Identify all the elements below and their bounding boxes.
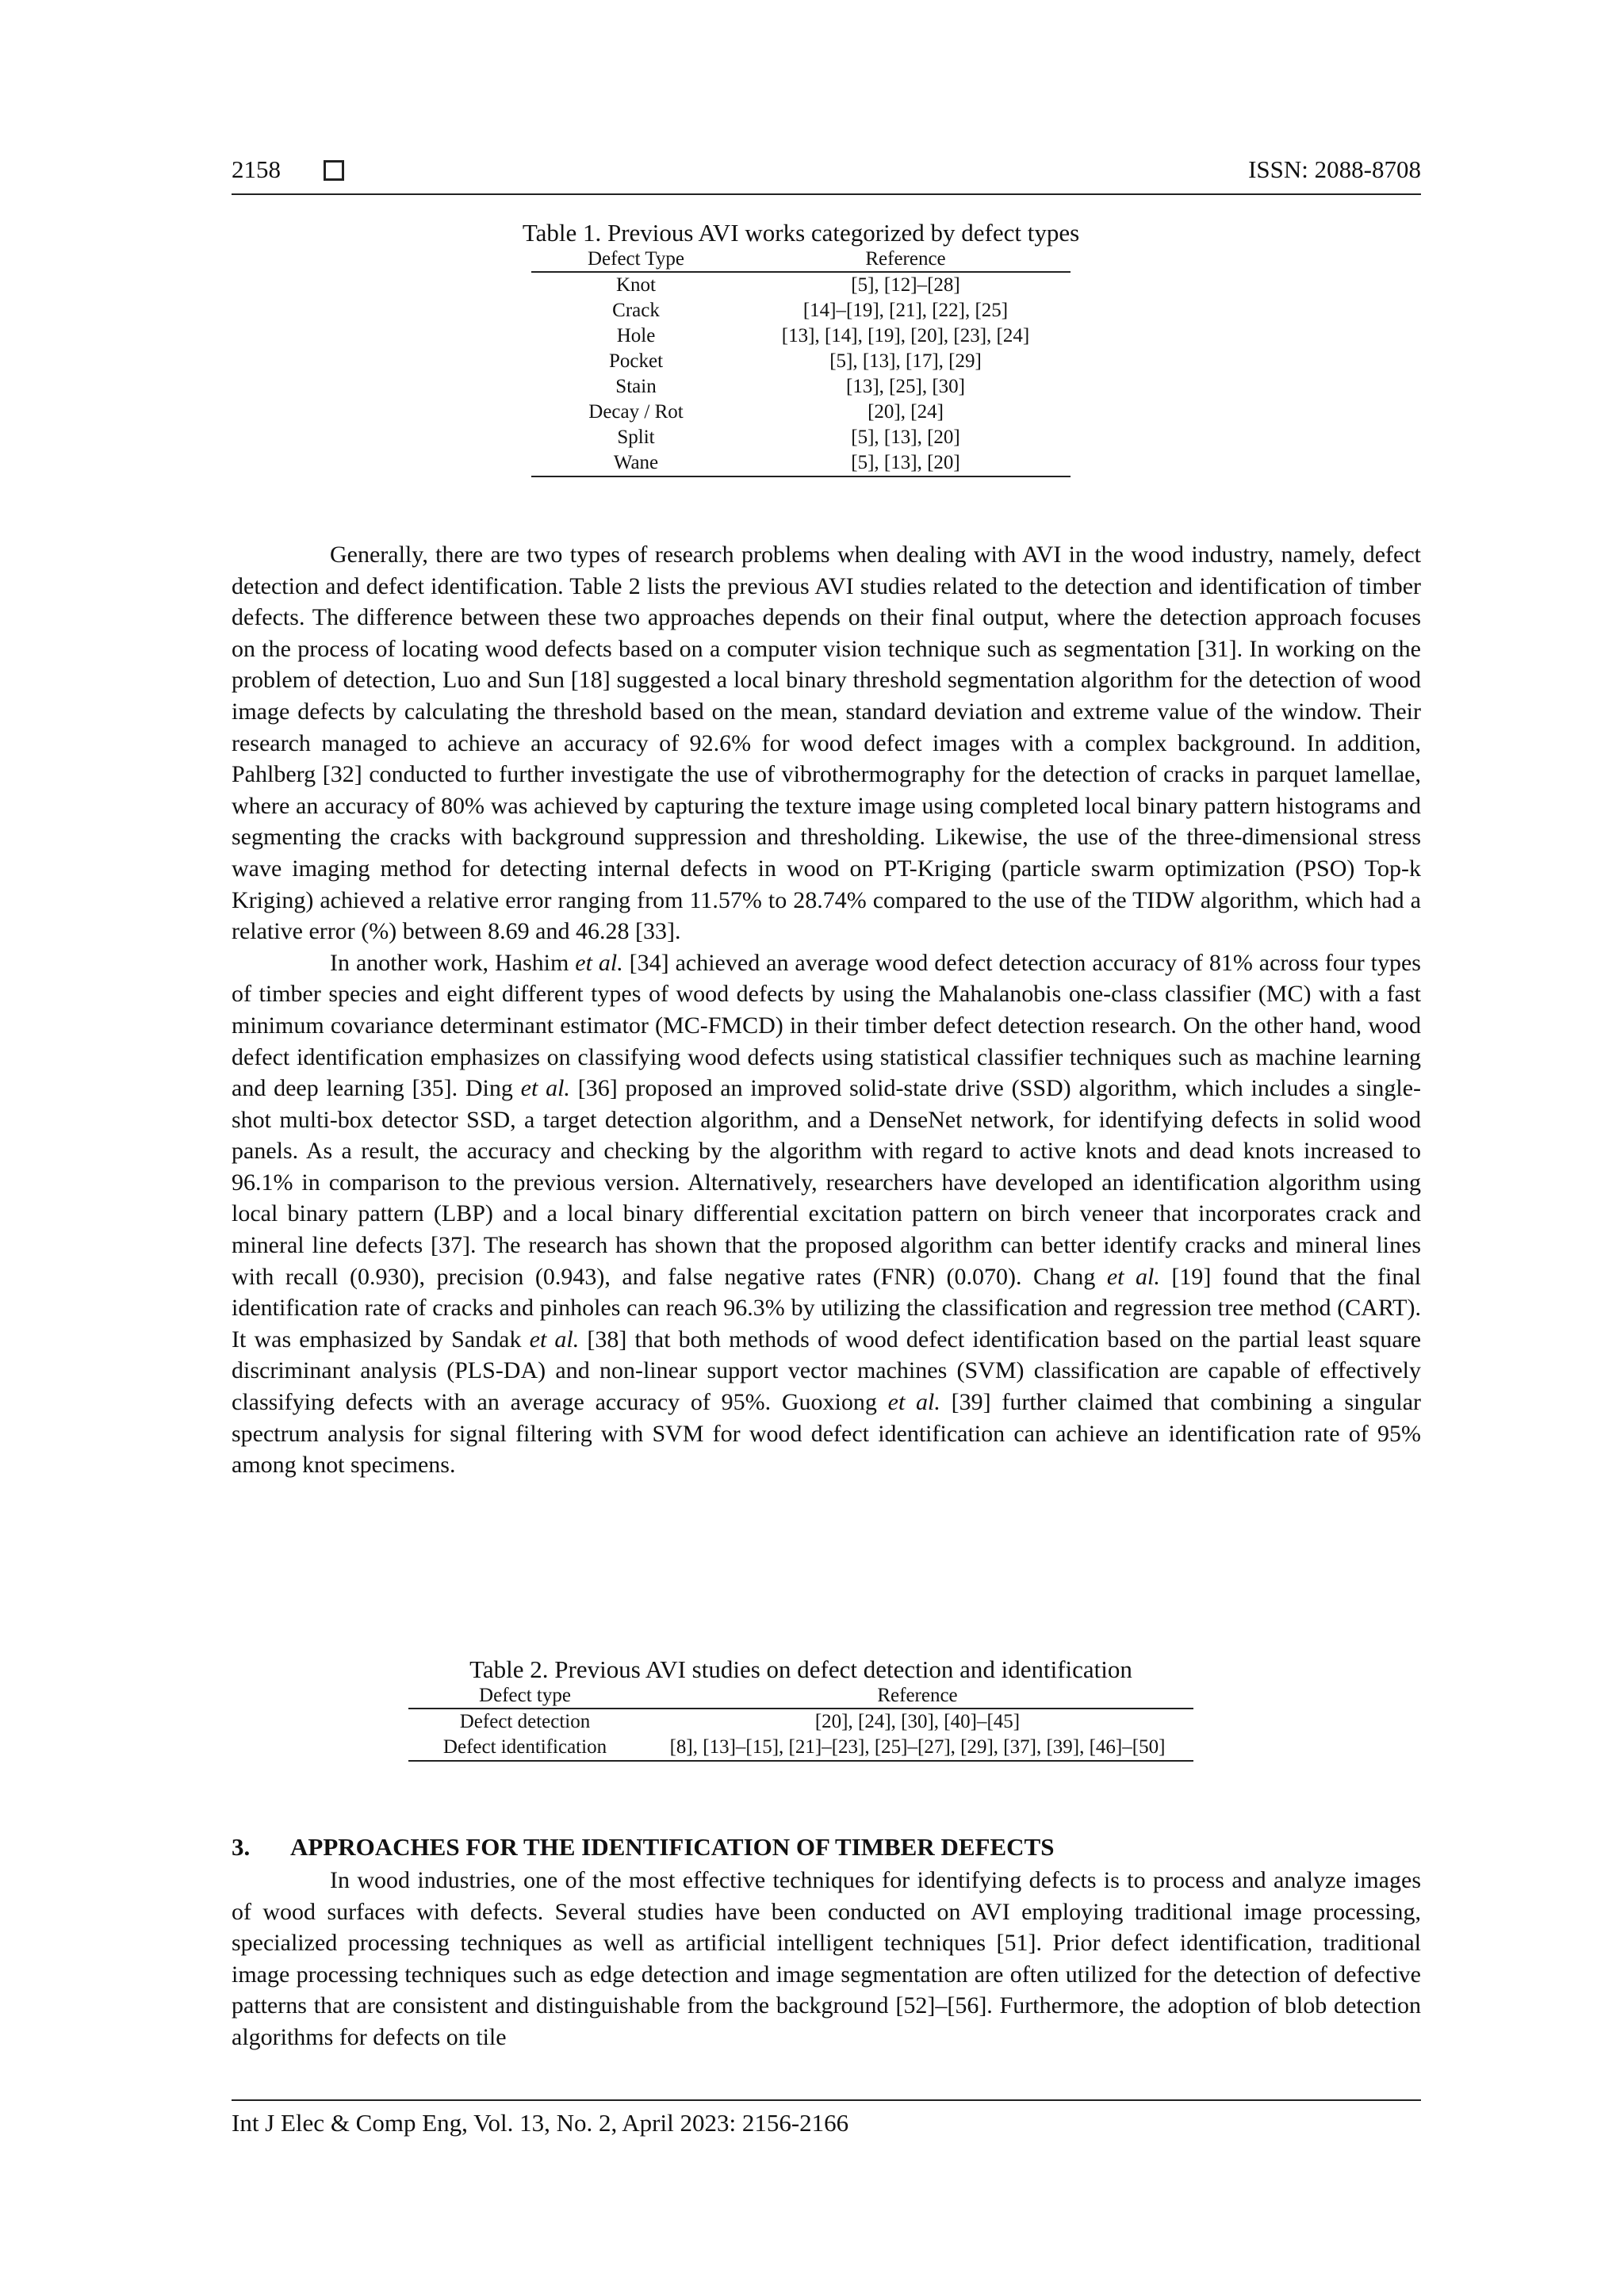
table-cell-reference: [8], [13]–[15], [21]–[23], [25]–[27], [29], [37], [39], [46]–[50] xyxy=(642,1735,1193,1761)
table-cell-type: Stain xyxy=(615,376,657,397)
table-cell-reference: [13], [25], [30] xyxy=(846,376,965,397)
section-number: 3. xyxy=(232,1833,251,1861)
table-cell-type: Pocket xyxy=(608,350,664,372)
table-row xyxy=(531,374,1071,400)
table-cell-type: Defect identification xyxy=(408,1735,642,1761)
table-cell-reference: [5], [13], [17], [29] xyxy=(829,350,982,372)
table-1-header-reference: Reference xyxy=(741,247,1071,272)
table-cell-type: Defect detection xyxy=(459,1711,591,1732)
square-bullet-icon xyxy=(324,160,344,181)
issn: ISSN: 2088-8708 xyxy=(1248,155,1421,183)
table-1-grid xyxy=(531,247,1071,477)
table-cell-type: Decay / Rot xyxy=(588,401,684,423)
section-title: APPROACHES FOR THE IDENTIFICATION OF TIMBER DEFECTS xyxy=(290,1833,1055,1861)
paragraph-2-text: [19] found that the final identification rate of cracks and pinholes can reach 96.3% by utilizing the classification and regression tree method (CART). It was emphasized by Sandak xyxy=(232,1263,1421,1353)
table-1-header-type: Defect Type xyxy=(531,247,741,272)
paragraph-2-text: In another work, Hashim xyxy=(330,949,576,976)
table-row xyxy=(531,298,1071,323)
table-cell-reference: [13], [14], [19], [20], [23], [24] xyxy=(781,325,1030,346)
table-cell-type: Hole xyxy=(616,325,656,346)
table-cell-reference: [5], [13], [20] xyxy=(741,450,1071,476)
table-row xyxy=(531,450,1071,476)
table-cell-reference: [20], [24] xyxy=(868,401,944,423)
table-row xyxy=(531,323,1071,349)
et-al: et al. xyxy=(520,1075,570,1102)
table-1-caption: Table 1. Previous AVI works categorized by defect types xyxy=(522,219,1080,247)
table-cell-type: Wane xyxy=(531,450,741,476)
et-al: et al. xyxy=(887,1389,940,1416)
table-cell-reference: [20], [24], [30], [40]–[45] xyxy=(814,1711,1021,1732)
table-cell-reference: [5], [13], [20] xyxy=(851,427,960,448)
et-al: et al. xyxy=(529,1326,580,1353)
paragraph-2-text: [39] further claimed that combining a singular spectrum analysis for signal filtering with SVM for wood defect identification can achieve an identification rate of 95% among knot specimens. xyxy=(232,1389,1421,1479)
section-heading xyxy=(232,1833,1054,1862)
et-al: et al. xyxy=(575,949,623,976)
table-row xyxy=(531,425,1071,450)
page-number: 2158 xyxy=(232,155,281,183)
table-row xyxy=(531,349,1071,374)
table-2-header-reference: Reference xyxy=(642,1684,1193,1709)
paragraph-2-text: [34] achieved an average wood defect detection accuracy of 81% across four types of timber species and eight different types of wood defects by using the Mahalanobis one-class classifier (MC) with a fast minimum covariance determinant estimator (MC-FMCD) in their timber defect detection research. On the other hand, wood defect identification emphasizes on classifying wood defects using statistical classifier techniques such as machine learning and deep learning [35]. Ding xyxy=(232,949,1421,1102)
table-2-caption: Table 2. Previous AVI studies on defect detection and identification xyxy=(469,1655,1132,1683)
table-2-grid xyxy=(408,1684,1193,1762)
table-cell-type: Split xyxy=(617,427,655,448)
paragraph-3: In wood industries, one of the most effective techniques for identifying defects is to process and analyze images of wood surfaces with defects. Several studies have been conducted on AVI employing traditional image processing, specialized processing techniques as well as artificial intelligent techniques [51]. Prior defect identification, traditional image processing techniques such as edge detection and image segmentation are often utilized for the detection of defective patterns that are consistent and distinguishable from the background [52]–[56]. Furthermore, the adoption of blob detection algorithms for defects on tile xyxy=(232,1867,1421,2050)
table-cell-reference: [5], [12]–[28] xyxy=(851,274,960,296)
table-2 xyxy=(373,1655,1229,1762)
table-cell-type: Knot xyxy=(616,274,656,296)
page-footer: Int J Elec & Comp Eng, Vol. 13, No. 2, April 2023: 2156-2166 xyxy=(232,2099,1421,2137)
table-cell-reference: [14]–[19], [21], [22], [25] xyxy=(802,300,1009,321)
paragraph-2 xyxy=(232,947,1421,1481)
table-row xyxy=(408,1735,1193,1761)
section-body-text xyxy=(232,1865,1421,2053)
paragraph-2-text: [38] that both methods of wood defect identification based on the partial least square discriminant analysis (PLS-DA) and non-linear support vector machines (SVM) classification are capable of effectively classifying defects with an average accuracy of 95%. Guoxiong xyxy=(232,1326,1422,1416)
table-row xyxy=(408,1709,1193,1735)
table-row xyxy=(531,272,1071,298)
paragraph-1: Generally, there are two types of research problems when dealing with AVI in the wood industry, namely, defect detection and defect identification. Table 2 lists the previous AVI studies related to the detection and identification of timber defects. The difference between these two approaches depends on their final output, where the detection approach focuses on the process of locating wood defects based on a computer vision technique such as segmentation [31]. In working on the problem of detection, Luo and Sun [18] suggested a local binary threshold segmentation algorithm for the detection of wood image defects by calculating the threshold based on the mean, standard deviation and extreme value of the window. Their research managed to achieve an accuracy of 92.6% for wood defect images with a complex background. In addition, Pahlberg [32] conducted to further investigate the use of vibrothermography for the detection of cracks in parquet lamellae, where an accuracy of 80% was achieved by capturing the texture image using completed local binary pattern histograms and segmenting the cracks with background suppression and thresholding. Likewise, the use of the three-dimensional stress wave imaging method for detecting internal defects in wood on PT-Kriging (particle swarm optimization (PSO) Top-k Kriging) achieved a relative error ranging from 11.57% to 28.74% compared to the use of the TIDW algorithm, which had a relative error (%) between 8.69 and 46.28 [33]. xyxy=(232,541,1421,945)
et-al: et al. xyxy=(1106,1263,1160,1290)
body-text xyxy=(232,539,1421,1481)
table-row xyxy=(531,400,1071,425)
table-1 xyxy=(444,219,1158,477)
paragraph-2-text: [36] proposed an improved solid-state drive (SSD) algorithm, which includes a single-shot multi-box detector SSD, a target detection algorithm, and a DenseNet network, for identifying defects in solid wood panels. As a result, the accuracy and checking by the algorithm with regard to active knots and dead knots increased to 96.1% in comparison to the previous version. Alternatively, researchers have developed an identification algorithm using local binary pattern (LBP) and a local binary differential excitation pattern on birch veneer that incorporates crack and mineral line defects [37]. The research has shown that the proposed algorithm can better identify cracks and mineral lines with recall (0.930), precision (0.943), and false negative rates (FNR) (0.070). Chang xyxy=(232,1075,1421,1290)
page-header xyxy=(232,155,1421,195)
table-cell-type: Crack xyxy=(612,300,660,321)
table-2-header-type: Defect type xyxy=(408,1684,642,1709)
